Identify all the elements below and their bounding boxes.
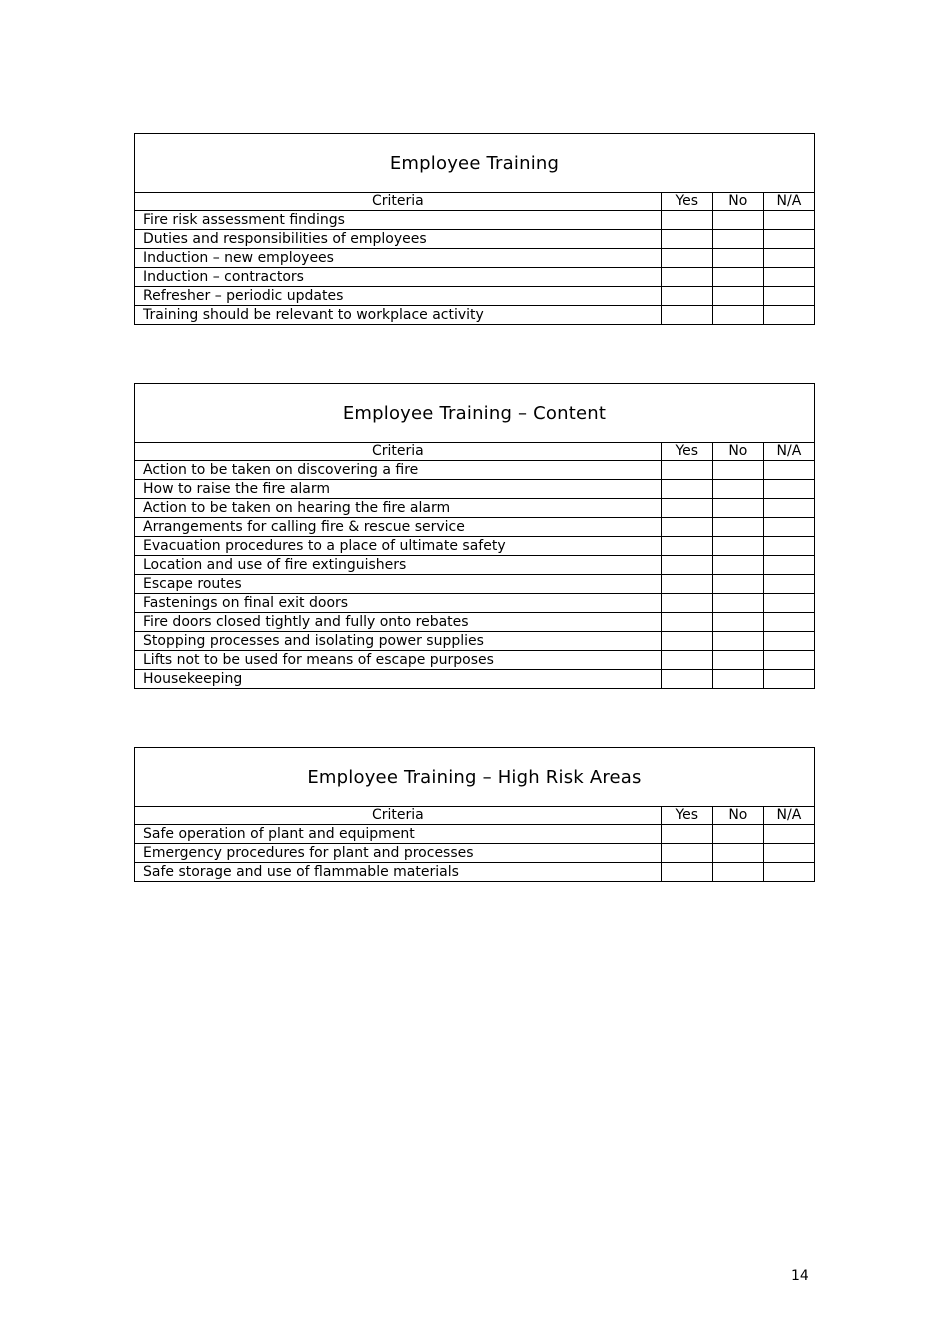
criterion-label: Lifts not to be used for means of escape purposes [135,651,662,670]
yes-checkbox[interactable] [661,480,712,499]
criterion-label: Emergency procedures for plant and processes [135,844,662,863]
na-checkbox[interactable] [763,863,814,882]
na-checkbox[interactable] [763,556,814,575]
na-header: N/A [763,443,814,461]
checklist-row [135,461,815,480]
na-checkbox[interactable] [763,537,814,556]
yes-checkbox[interactable] [661,863,712,882]
criteria-header: Criteria [135,443,662,461]
criterion-label: Safe storage and use of flammable materials [135,863,662,882]
no-header: No [712,443,763,461]
header-row [135,443,815,461]
no-checkbox[interactable] [712,556,763,575]
na-checkbox[interactable] [763,249,814,268]
no-checkbox[interactable] [712,287,763,306]
section-title: Employee Training – Content [135,384,815,443]
checklist-row [135,651,815,670]
no-checkbox[interactable] [712,575,763,594]
no-checkbox[interactable] [712,211,763,230]
checklist-row [135,306,815,325]
criterion-label: Fire risk assessment findings [135,211,662,230]
na-checkbox[interactable] [763,306,814,325]
no-checkbox[interactable] [712,268,763,287]
na-checkbox[interactable] [763,268,814,287]
header-row [135,807,815,825]
checklist-row [135,518,815,537]
checklist-row [135,499,815,518]
na-checkbox[interactable] [763,594,814,613]
na-checkbox[interactable] [763,844,814,863]
checklist-row [135,825,815,844]
yes-checkbox[interactable] [661,844,712,863]
yes-checkbox[interactable] [661,575,712,594]
no-header: No [712,193,763,211]
checklist-high-risk-areas [134,747,815,882]
checklist-row [135,268,815,287]
criterion-label: Induction – contractors [135,268,662,287]
criterion-label: Induction – new employees [135,249,662,268]
yes-checkbox[interactable] [661,249,712,268]
no-checkbox[interactable] [712,651,763,670]
criteria-header: Criteria [135,807,662,825]
checklist-row [135,249,815,268]
no-checkbox[interactable] [712,306,763,325]
no-checkbox[interactable] [712,594,763,613]
na-checkbox[interactable] [763,480,814,499]
checklist-row [135,844,815,863]
checklist-row [135,863,815,882]
criterion-label: Fire doors closed tightly and fully onto rebates [135,613,662,632]
yes-checkbox[interactable] [661,518,712,537]
checklist-employee-training [134,133,815,325]
yes-checkbox[interactable] [661,268,712,287]
checklist-row [135,211,815,230]
criterion-label: Training should be relevant to workplace activity [135,306,662,325]
na-checkbox[interactable] [763,518,814,537]
checklist-training-content [134,383,815,689]
checklist-row [135,670,815,689]
no-checkbox[interactable] [712,825,763,844]
checklist-row [135,230,815,249]
criterion-label: Action to be taken on discovering a fire [135,461,662,480]
yes-header: Yes [661,807,712,825]
yes-checkbox[interactable] [661,230,712,249]
criterion-label: Evacuation procedures to a place of ultimate safety [135,537,662,556]
yes-checkbox[interactable] [661,499,712,518]
criterion-label: Housekeeping [135,670,662,689]
criteria-header: Criteria [135,193,662,211]
yes-checkbox[interactable] [661,632,712,651]
yes-checkbox[interactable] [661,461,712,480]
checklist-row [135,287,815,306]
criterion-label: Escape routes [135,575,662,594]
na-checkbox[interactable] [763,613,814,632]
no-checkbox[interactable] [712,499,763,518]
no-checkbox[interactable] [712,613,763,632]
yes-checkbox[interactable] [661,287,712,306]
criterion-label: Refresher – periodic updates [135,287,662,306]
yes-checkbox[interactable] [661,594,712,613]
checklist-row [135,480,815,499]
criterion-label: Arrangements for calling fire & rescue service [135,518,662,537]
checklist-row [135,575,815,594]
na-checkbox[interactable] [763,230,814,249]
na-checkbox[interactable] [763,287,814,306]
no-checkbox[interactable] [712,249,763,268]
yes-header: Yes [661,443,712,461]
criterion-label: Stopping processes and isolating power supplies [135,632,662,651]
no-checkbox[interactable] [712,461,763,480]
na-checkbox[interactable] [763,211,814,230]
criterion-label: Safe operation of plant and equipment [135,825,662,844]
yes-checkbox[interactable] [661,613,712,632]
no-checkbox[interactable] [712,670,763,689]
no-header: No [712,807,763,825]
na-checkbox[interactable] [763,575,814,594]
header-row [135,193,815,211]
section-title: Employee Training [135,134,815,193]
na-checkbox[interactable] [763,670,814,689]
no-checkbox[interactable] [712,518,763,537]
na-checkbox[interactable] [763,825,814,844]
checklist-row [135,613,815,632]
na-checkbox[interactable] [763,499,814,518]
na-checkbox[interactable] [763,651,814,670]
no-checkbox[interactable] [712,632,763,651]
yes-checkbox[interactable] [661,651,712,670]
checklist-row [135,556,815,575]
page-number: 14 [791,1268,809,1284]
criterion-label: Location and use of fire extinguishers [135,556,662,575]
yes-checkbox[interactable] [661,537,712,556]
yes-checkbox[interactable] [661,211,712,230]
yes-checkbox[interactable] [661,556,712,575]
no-checkbox[interactable] [712,863,763,882]
no-checkbox[interactable] [712,844,763,863]
na-checkbox[interactable] [763,632,814,651]
section-title: Employee Training – High Risk Areas [135,748,815,807]
na-header: N/A [763,807,814,825]
criterion-label: How to raise the fire alarm [135,480,662,499]
no-checkbox[interactable] [712,537,763,556]
yes-checkbox[interactable] [661,825,712,844]
na-checkbox[interactable] [763,461,814,480]
criterion-label: Fastenings on final exit doors [135,594,662,613]
checklist-row [135,632,815,651]
yes-checkbox[interactable] [661,306,712,325]
no-checkbox[interactable] [712,480,763,499]
no-checkbox[interactable] [712,230,763,249]
yes-checkbox[interactable] [661,670,712,689]
criterion-label: Action to be taken on hearing the fire alarm [135,499,662,518]
na-header: N/A [763,193,814,211]
yes-header: Yes [661,193,712,211]
criterion-label: Duties and responsibilities of employees [135,230,662,249]
checklist-row [135,537,815,556]
checklist-row [135,594,815,613]
